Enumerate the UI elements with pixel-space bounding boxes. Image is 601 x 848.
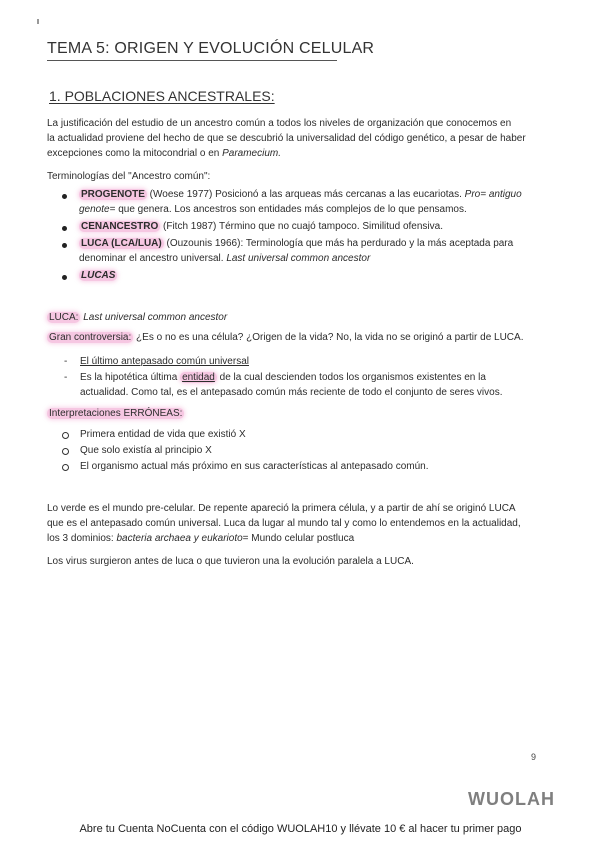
section-heading: 1. POBLACIONES ANCESTRALES: bbox=[49, 88, 275, 104]
title-underline bbox=[47, 60, 337, 61]
intro-line: La justificación del estudio de un ancestro común a todos los niveles de organización que conocemos en bbox=[47, 118, 512, 129]
bullet-icon bbox=[62, 226, 67, 231]
bullet-icon bbox=[62, 275, 67, 280]
circle-bullet-icon bbox=[62, 464, 69, 471]
controversia-item: Es la hipotética última entidad de la cual descienden todos los organismos existentes en la actualidad. Como tal, es el antepasado común más reciente de todo el conjunto de seres vivos. bbox=[80, 372, 503, 398]
terminologias-label: Terminologías del "Ancestro común": bbox=[47, 171, 211, 182]
erroneas-item: Primera entidad de vida que existió X bbox=[80, 429, 246, 440]
erroneas-label: Interpretaciones ERRÓNEAS: bbox=[49, 408, 183, 419]
bullet-luca: LUCA (LCA/LUA) (Ouzounis 1966): Terminología que más ha perdurado y la más aceptada para denominar el ancestro universal. Last universal common ancestor bbox=[79, 238, 514, 264]
dash-marker: - bbox=[64, 356, 68, 367]
scan-mark bbox=[37, 19, 39, 24]
page-title: TEMA 5: ORIGEN Y EVOLUCIÓN CELULAR bbox=[47, 40, 375, 57]
circle-bullet-icon bbox=[62, 448, 69, 455]
intro-line: la actualidad proviene del hecho de que se descubrió la universalidad del código genético, a pesar de haber bbox=[47, 133, 526, 144]
intro-paragraph bbox=[47, 116, 547, 161]
erroneas-item: Que solo existía al principio X bbox=[80, 445, 212, 456]
controversia-item: El último antepasado común universal bbox=[80, 356, 249, 367]
luca-definition: LUCA: Last universal common ancestor bbox=[49, 312, 228, 323]
bullet-lucas: LUCAS bbox=[81, 270, 116, 281]
bullet-icon bbox=[62, 243, 67, 248]
bullet-progenote: PROGENOTE (Woese 1977) Posicionó a las arqueas más cercanas a las eucariotas. Pro= antiguo genote= que genera. Los ancestros son entidades más complejos de lo que pensamos. bbox=[79, 189, 522, 215]
closing-paragraph: Lo verde es el mundo pre-celular. De repente apareció la primera célula, y a partir de ahí se originó LUCA que es el antepasado común universal. Luca da lugar al mundo tal y como lo entendemos en la actualidad, los 3 dominios: bacteria archaea y eukarioto= Mundo celular postluca bbox=[47, 503, 521, 544]
bullet-cenancestro: CENANCESTRO (Fitch 1987) Término que no cuajó tampoco. Similitud ofensiva. bbox=[81, 221, 443, 232]
dash-marker: - bbox=[64, 372, 68, 383]
erroneas-item: El organismo actual más próximo en sus características al antepasado común. bbox=[80, 461, 429, 472]
wuolah-logo: WUOLAH bbox=[468, 789, 555, 809]
intro-line: excepciones como la mitocondrial o en Paramecium. bbox=[47, 148, 281, 159]
circle-bullet-icon bbox=[62, 432, 69, 439]
page-number: 9 bbox=[531, 752, 537, 762]
controversia-line: Gran controversia: ¿Es o no es una célula? ¿Origen de la vida? No, la vida no se originó a partir de LUCA. bbox=[49, 332, 524, 343]
bullet-icon bbox=[62, 194, 67, 199]
footer-promo: Abre tu Cuenta NoCuenta con el código WUOLAH10 y llévate 10 € al hacer tu primer pago bbox=[79, 823, 522, 835]
virus-paragraph: Los virus surgieron antes de luca o que tuvieron una la evolución paralela a LUCA. bbox=[47, 556, 414, 567]
